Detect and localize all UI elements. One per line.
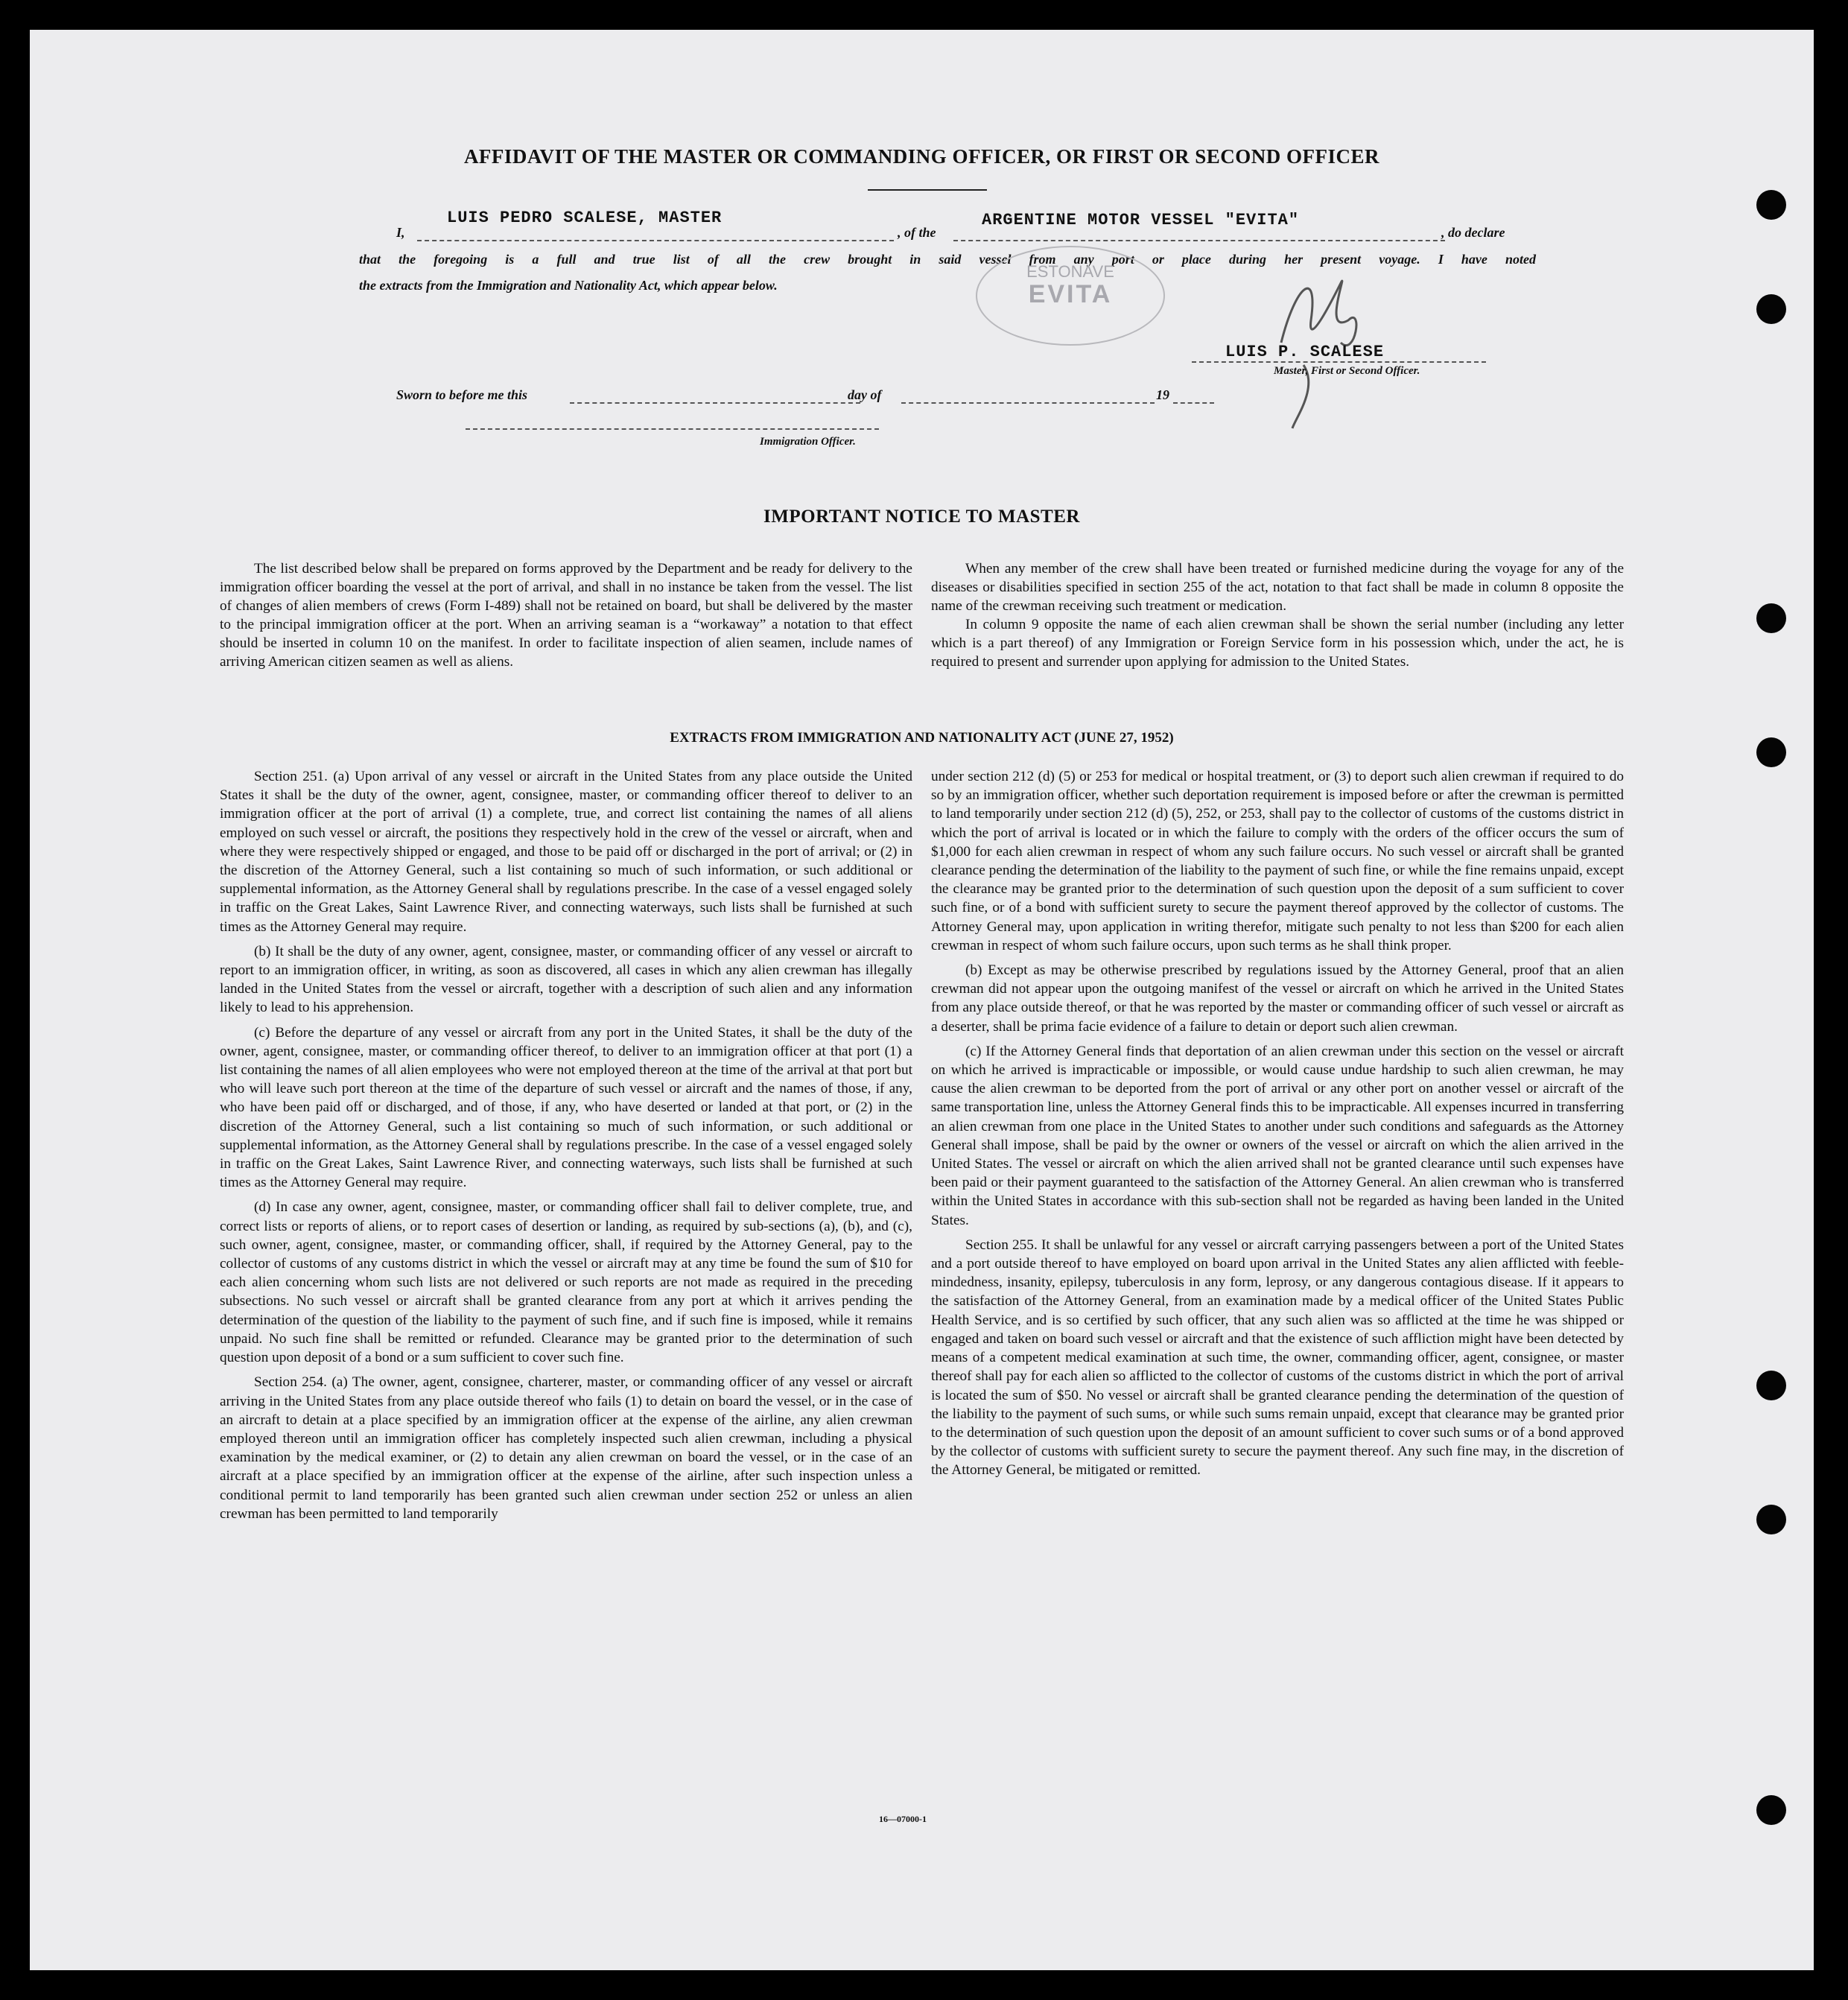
sworn-pre: Sworn to before me this — [396, 387, 528, 402]
binder-hole — [1756, 1371, 1786, 1400]
typed-signature: LUIS P. SCALESE — [1225, 343, 1385, 361]
signature-caption: Master, First or Second Officer. — [1274, 365, 1420, 377]
affidavit-line2: that the foregoing is a full and true list of all the crew brought in said vessel from any port or place during her present voyage. I have noted — [359, 252, 1536, 267]
sworn-day-field-line — [570, 402, 860, 404]
sworn-year: 19 — [1156, 387, 1169, 402]
notice-right-paragraph-2: In column 9 opposite the name of each alien crewman shall be shown the serial number (including any letter which is a part thereof) of any Immigration or Foreign Service form in his possession which, under the act, he is required to present and surrender upon applying for admission to the United States. — [931, 617, 1624, 670]
section-255: Section 255. It shall be unlawful for any vessel or aircraft carrying passengers between a port of the United States and a port outside thereof to have employed on board upon arrival in the United States any alien afflicted with feeble-mindedness, insanity, epilepsy, tuberculosis in any form, leprosy, or any dangerous contagious disease. If it appears to the satisfaction of the Attorney General, from an examination made by a medical officer of the United States Public Health Service, and is so certified by such officer, that any such alien was so afflicted at the time he was shipped or engaged and taken on board such vessel or aircraft and that the existence of such affliction might have been detected by means of a competent medical examination at such time, the owner, commanding officer, agent, consignee, or master thereof shall pay for each alien so afflicted to the collector of customs of the customs district in which the port of arrival is located the sum of $50. No vessel or aircraft shall be granted clearance pending the determination of the question of the liability to the payment of such sums, or while such sums remain unpaid, except that clearance may be granted prior to the determination of such question upon the deposit of an amount sufficient to cover such sums or of a bond approved by the collector of customs with sufficient surety to secure the payment thereof. Any such fine may, in the discretion of the Attorney General, be mitigated or remitted. — [931, 1236, 1624, 1479]
line1-pre: I, — [396, 225, 405, 240]
notice-right-paragraph-1: When any member of the crew shall have been treated or furnished medicine during the voyage for any of the diseases or disabilities specified in section 255 of the act, notation to that fact shall be made in column 8 opposite the name of the crewman receiving such treatment or medication. — [931, 561, 1624, 614]
line1-post: , do declare — [1441, 225, 1505, 240]
section-254-a: Section 254. (a) The owner, agent, consignee, charterer, master, or commanding officer of any vessel or aircraft arriving in the United States from any place outside thereof who fails (1) to detain on board the vessel, or in the case of an aircraft to detain at a place specified by an immigration officer at the expense of the airline, any alien crewman employed thereon until an immigration officer has completely inspected such alien crewman, including a physical examination by the medical examiner, or (2) to detain any alien crewman on board the vessel, or in the case of an aircraft at a place specified by an immigration officer at the expense of the airline, after such inspection unless a conditional permit to land temporarily has been granted such alien crewman under section 252 or unless an alien crewman has been permitted to land temporarily — [220, 1374, 912, 1522]
section-254-b: (b) Except as may be otherwise prescribed by regulations issued by the Attorney General, proof that an alien crewman did not appear upon the outgoing manifest of the vessel or aircraft on which he arrived in the United States from any place outside thereof, or that he was reported by the master or commanding officer of such vessel or aircraft as a deserter, shall be prima facie evidence of a failure to detain or deport such alien crewman. — [931, 962, 1624, 1035]
notice-title: IMPORTANT NOTICE TO MASTER — [763, 507, 1080, 527]
binder-hole — [1756, 1505, 1786, 1534]
title-divider — [868, 189, 987, 191]
section-254-c: (c) If the Attorney General finds that deportation of an alien crewman under this section on the vessel or aircraft on which he arrived is impracticable or impossible, or would cause undue hardship to such alien crewman, he may cause the alien crewman to be deported from the port of arrival or any other port on another vessel or aircraft of the same transportation line, unless the Attorney General finds this to be impracticable. All expenses incurred in transferring an alien crewman from one place in the United States to another under such conditions and safeguards as the Attorney General shall impose, shall be paid by the owner or owners of the vessel or aircraft on which the alien arrived in the United States. The vessel or aircraft on which the alien arrived shall not be granted clearance until such expenses have been paid or their payment guaranteed to the satisfaction of the Attorney General. An alien crewman who is transferred within the United States in accordance with this sub-section shall not be regarded as having been landed in the United States. — [931, 1043, 1624, 1228]
binder-hole — [1756, 294, 1786, 324]
vessel-name-field-line — [953, 240, 1445, 241]
officer-signature-line — [466, 428, 879, 430]
section-251-c: (c) Before the departure of any vessel or aircraft from any port in the United States, it shall be the duty of the owner, agent, consignee, master, or commanding officer thereof, to deliver to an immigration officer at that port (1) a list containing the names of all alien employees who were not employed thereon at the time of the arrival at that port but who will leave such port thereon at the time of the departure of such vessel or aircraft and the names of those, if any, who have been paid off or discharged, and of those, if any, who have deserted or landed at that port, or (2) in the discretion of the Attorney General, such a list containing so much of such information, or such additional or supplemental information, as the Attorney General shall by regulations prescribe. In the case of a vessel engaged solely in traffic on the Great Lakes, Saint Lawrence River, and connecting waterways, such lists shall be furnished at such times as the Attorney General may require. — [220, 1024, 912, 1191]
extracts-right-column — [931, 767, 1624, 1486]
immigration-officer-caption: Immigration Officer. — [760, 436, 856, 448]
notice-left-paragraph: The list described below shall be prepared on forms approved by the Department and be ready for delivery to the immigration officer boarding the vessel at the port of arrival, and shall in no instance be taken from the vessel. The list of changes of alien members of crews (Form I-489) shall not be retained on board, but shall be delivered by the master to the principal immigration officer at the port. When an arriving seaman is a “workaway” a notation to that effect should be inserted in column 10 on the manifest. In order to facilitate inspection of alien seamen, include names of arriving American citizen seamen as well as aliens. — [220, 561, 912, 670]
form-number: 16—07000-1 — [879, 1814, 927, 1824]
document-page — [30, 30, 1814, 1970]
sworn-year-field-line — [1173, 402, 1214, 404]
vessel-stamp — [976, 246, 1165, 346]
section-251-a: Section 251. (a) Upon arrival of any vessel or aircraft in the United States from any place outside the United States it shall be the duty of the owner, agent, consignee, master, or commanding officer thereof to deliver to an immigration officer at the port of arrival (1) a complete, true, and correct list containing the names of all aliens employed on such vessel or aircraft, the positions they respectively hold in the crew of the vessel or aircraft, when and where they were respectively shipped or engaged, and those to be paid off or discharged in the port of arrival; or (2) in the discretion of the Attorney General, such a list containing so much of such information, or such additional or supplemental information, as the Attorney General shall by regulations prescribe. In the case of a vessel engaged solely in traffic on the Great Lakes, Saint Lawrence River, and connecting waterways, such lists shall be furnished at such times as the Attorney General may require. — [220, 769, 912, 935]
notice-right-column — [931, 559, 1624, 671]
stamp-top-text: ESTONAVE — [1026, 262, 1114, 281]
signature-field-line — [1192, 361, 1486, 363]
section-251-b: (b) It shall be the duty of any owner, agent, consignee, master, or commanding officer of any vessel or aircraft to report to an immigration officer, in writing, as soon as discovered, all cases in which any alien crewman has illegally landed in the United States from the vessel or aircraft, together with a description of such alien and any information likely to lead to his apprehension. — [220, 943, 912, 1016]
notice-left-column — [220, 559, 912, 671]
section-254-a-cont: under section 212 (d) (5) or 253 for medical or hospital treatment, or (3) to deport such alien crewman if required to do so by an immigration officer, whether such deportation requirement is imposed before or after the crewman is permitted to land temporarily under section 212 (d) (5), 252, or 253, shall pay to the collector of customs of the customs district in which the port of arrival is located or in which the failure to comply with the orders of the officer occurs the sum of $1,000 for each alien crewman in respect of whom any such failure occurs. No such vessel or aircraft shall be granted clearance pending the determination of the liability to the payment of such fine, or while the fine remains unpaid, except the clearance may be granted prior to the determination of such question upon the deposit of a sum sufficient to cover such fine, or of a bond with sufficient surety to secure the payment thereof approved by the collector of customs. The Attorney General may, upon application in writing therefor, mitigate such penalty to not less than $200 for each alien crewman in respect of whom such failure occurs, upon such terms as he shall think proper. — [931, 769, 1624, 953]
binder-hole — [1756, 603, 1786, 633]
sworn-month-field-line — [901, 402, 1155, 404]
affidavit-title: AFFIDAVIT OF THE MASTER OR COMMANDING OFFICER, OR FIRST OR SECOND OFFICER — [463, 145, 1380, 168]
typed-master-name: LUIS PEDRO SCALESE, MASTER — [447, 209, 723, 227]
affidavit-line3: the extracts from the Immigration and Nationality Act, which appear below. — [359, 278, 778, 293]
sworn-mid: day of — [848, 387, 882, 402]
section-251-d: (d) In case any owner, agent, consignee, master, or commanding officer shall fail to deliver complete, true, and correct lists or reports of aliens, or to report cases of desertion or landing, as required by sub-sections (a), (b), and (c), such owner, agent, consignee, master, or commanding officer, shall, if required by the Attorney General, pay to the collector of customs of any customs district in which the vessel or aircraft may at any time be found the sum of $10 for each alien concerning whom such lists are not delivered or such reports are not made as required in the preceding subsections. No such vessel or aircraft shall be granted clearance from any port at which it arrives pending the determination of the question of the liability to the payment of such fine, and if such fine is imposed, while it remains unpaid. No such fine shall be remitted or refunded. Clearance may be granted prior to the determination of such question upon deposit of a bond or a sum sufficient to cover such fine. — [220, 1199, 912, 1366]
binder-hole — [1756, 190, 1786, 220]
extracts-title: EXTRACTS FROM IMMIGRATION AND NATIONALITY ACT (JUNE 27, 1952) — [670, 730, 1174, 746]
line1-mid: , of the — [898, 225, 936, 240]
typed-vessel-name: ARGENTINE MOTOR VESSEL "EVITA" — [982, 211, 1300, 229]
extracts-left-column — [220, 767, 912, 1529]
master-name-field-line — [417, 240, 894, 241]
binder-hole — [1756, 1795, 1786, 1825]
stamp-vessel-text: EVITA — [1028, 280, 1113, 308]
